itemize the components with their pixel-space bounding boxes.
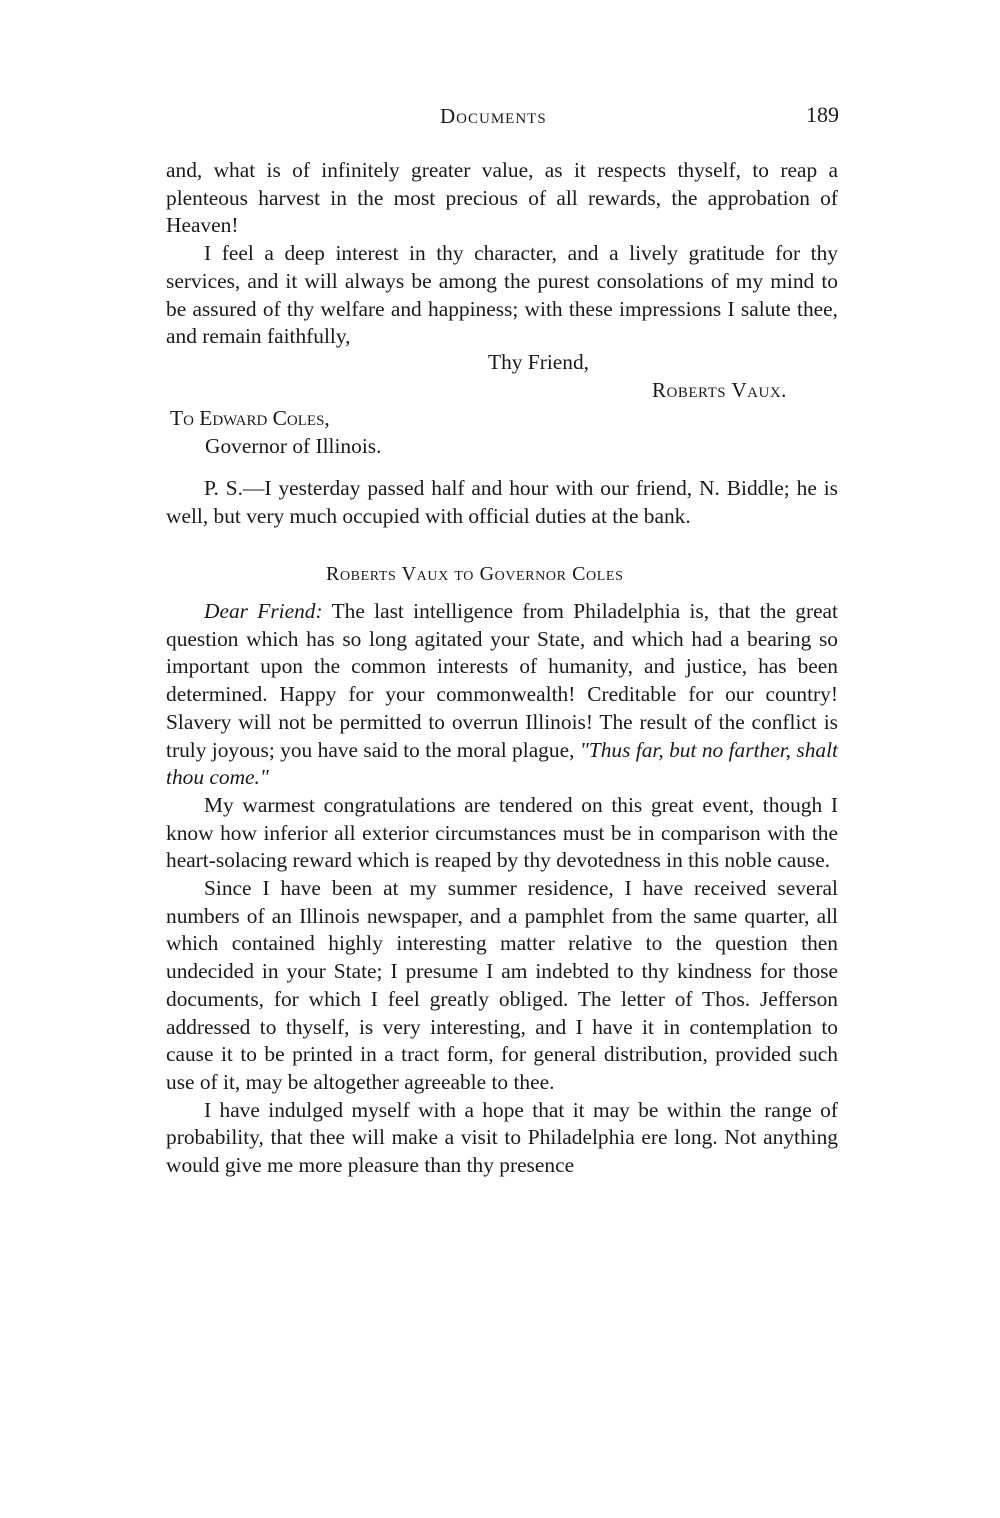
letter1-addressee-title: Governor of Illinois. xyxy=(205,434,382,458)
letter1-addressee: To Edward Coles, xyxy=(170,406,330,430)
letter1-body xyxy=(166,157,838,351)
letter2-heading: Roberts Vaux to Governor Coles xyxy=(326,563,624,585)
letter2-paragraph-1-text: The last intelligence from Philadelphia is, that the great question which has so long agitated your State, and which had a bearing so important upon the common interests of humanity, and justice, has been determined. Happy for your commonwealth! Creditable for our country! Slavery will not be permitted to overrun Illinois! The result of the conflict is truly joyous; you have said to the moral plague, xyxy=(166,599,838,762)
letter1-paragraph-1: and, what is of infinitely greater value, as it respects thyself, to reap a plenteous harvest in the most precious of all rewards, the approbation of Heaven! xyxy=(166,158,838,238)
letter1-signature: Roberts Vaux. xyxy=(652,378,787,402)
page-number: 189 xyxy=(806,102,839,127)
running-head: Documents xyxy=(440,104,547,128)
letter2-salutation: Dear Friend: xyxy=(204,599,323,623)
letter2-body xyxy=(166,598,838,1180)
letter2-paragraph-1 xyxy=(166,598,838,792)
letter1-postscript: P. S.—I yesterday passed half and hour with our friend, N. Biddle; he is well, but very much occupied with official duties at the bank. xyxy=(166,476,838,528)
letter1-paragraph-2: I feel a deep interest in thy character, and a lively gratitude for thy services, and it will always be among the purest consolations of my mind to be assured of thy welfare and happiness; with these impressions I salute thee, and remain faithfully, xyxy=(166,241,838,349)
letter2-paragraph-4: I have indulged myself with a hope that it may be within the range of probability, that thee will make a visit to Philadelphia ere long. Not anything would give me more pleasure than thy presence xyxy=(166,1097,838,1178)
letter1-closing: Thy Friend, xyxy=(488,350,589,374)
letter2-quote: "Thus far, but no farther, shalt thou come." xyxy=(166,737,838,790)
letter2-paragraph-3: Since I have been at my summer residence, I have received several numbers of an Illinois newspaper, and a pamphlet from the same quarter, all which contained highly interesting matter relative to the question then undecided in your State; I presume I am indebted to thy kindness for those documents, for which I feel greatly obliged. The letter of Thos. Jefferson addressed to thyself, is very interesting, and I have it in contemplation to cause it to be printed in a tract form, for general distribution, provided such use of it, may be altogether agreeable to thee. xyxy=(166,876,838,1094)
letter2-paragraph-2: My warmest congratulations are tendered on this great event, though I know how inferior all exterior circumstances must be in comparison with the heart-solacing reward which is reaped by thy devotedness in this noble cause. xyxy=(166,792,838,873)
letter1-postscript-block xyxy=(166,475,838,530)
